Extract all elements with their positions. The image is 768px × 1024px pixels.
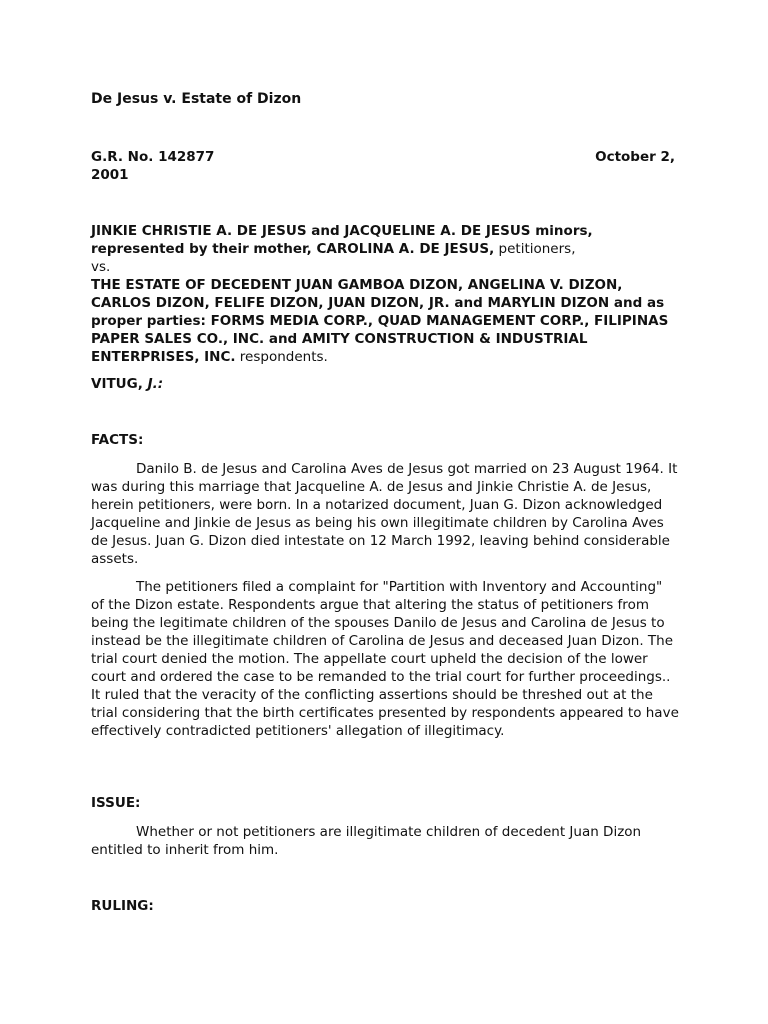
issue-paragraph: Whether or not petitioners are illegitimate children of decedent Juan Dizon entitled to inherit from him. (91, 824, 642, 858)
decision-date-part1: October 2, (595, 149, 675, 165)
issue-heading: ISSUE: (91, 795, 141, 811)
petitioners-names: JINKIE CHRISTIE A. DE JESUS and JACQUELINE A. DE JESUS minors, represented by their mother, CAROLINA A. DE JESUS, (91, 223, 593, 257)
petitioners-role: petitioners, (494, 241, 576, 257)
respondents-block (91, 276, 681, 366)
ruling-heading: RULING: (91, 898, 154, 914)
respondents-role: respondents. (235, 349, 328, 365)
petitioners-block (91, 222, 681, 258)
case-title: De Jesus v. Estate of Dizon (91, 91, 302, 107)
facts-heading: FACTS: (91, 432, 144, 448)
decision-date-part2: 2001 (91, 167, 129, 183)
facts-paragraph-1: Danilo B. de Jesus and Carolina Aves de Jesus got married on 23 August 1964. It was during this marriage that Jacqueline A. de Jesus and Jinkie Christie A. de Jesus, herein petitioners, were born. In a notarized document, Juan G. Dizon acknowledged Jacqueline and Jinkie de Jesus as being his own illegitimate children by Carolina Aves de Jesus. Juan G. Dizon died intestate on 12 March 1992, leaving behind considerable assets. (91, 461, 678, 567)
case-citation (91, 148, 675, 184)
ponente-suffix: J.: (147, 376, 164, 392)
gr-number: G.R. No. 142877 (91, 149, 215, 165)
case-parties (91, 222, 681, 366)
versus-label: vs. (91, 259, 111, 275)
facts-paragraph-2: The petitioners filed a complaint for "Partition with Inventory and Accounting" of the Dizon estate. Respondents argue that altering the status of petitioners from being the legitimate children of the spouses Danilo de Jesus and Carolina de Jesus to instead be the illegitimate children of Carolina de Jesus and deceased Juan Dizon. The trial court denied the motion. The appellate court upheld the decision of the lower court and ordered the case to be remanded to the trial court for further proceedings.. It ruled that the veracity of the conflicting assertions should be threshed out at the trial considering that the birth certificates presented by respondents appeared to have effectively contradicted petitioners' allegation of illegitimacy. (91, 579, 679, 739)
ponente-name: VITUG, (91, 376, 148, 392)
respondents-names: THE ESTATE OF DECEDENT JUAN GAMBOA DIZON, ANGELINA V. DIZON, CARLOS DIZON, FELIFE DIZON, JUAN DIZON, JR. and MARYLIN DIZON and as proper parties: FORMS MEDIA CORP., QUAD MANAGEMENT CORP., FILIPINAS PAPER SALES CO., INC. and AMITY CONSTRUCTION & INDUSTRIAL ENTERPRISES, INC. (91, 277, 669, 365)
ponente (91, 376, 163, 392)
